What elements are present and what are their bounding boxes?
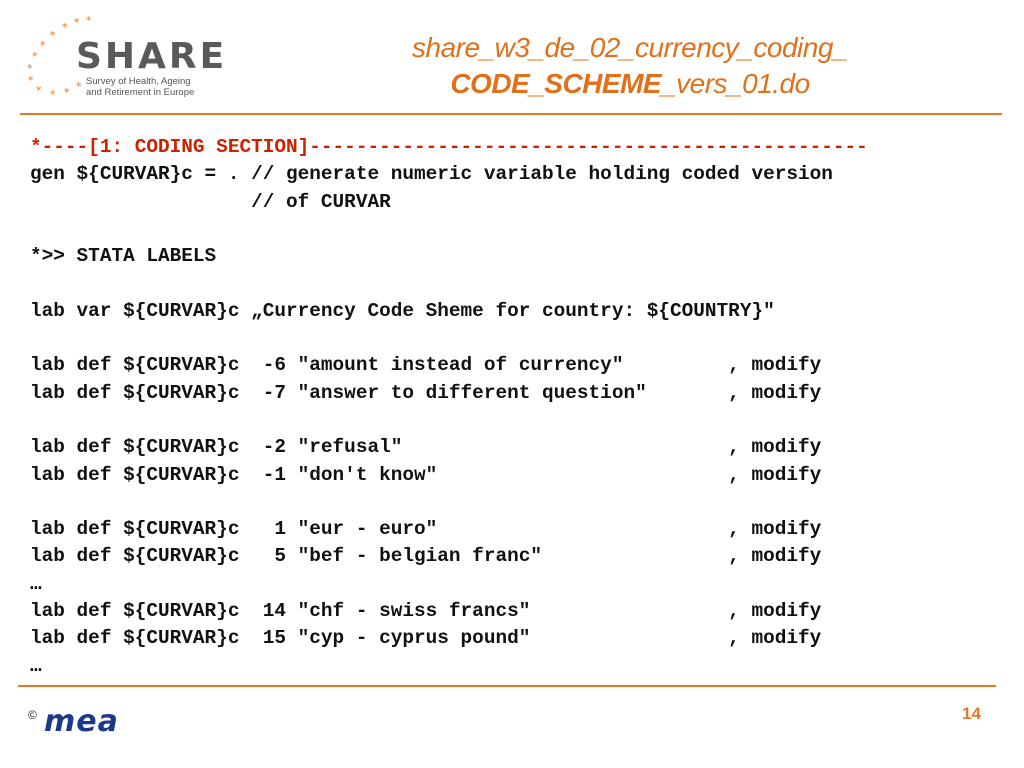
logo-subtitle-line2: and Retirement in Europe: [86, 87, 195, 98]
code-line: lab def ${CURVAR}c -2 "refusal" , modify: [30, 436, 822, 459]
svg-text:*: *: [32, 50, 38, 63]
svg-text:*: *: [50, 29, 56, 42]
svg-text:*: *: [36, 84, 42, 97]
code-line: …: [30, 654, 42, 677]
code-block: [30, 134, 868, 680]
code-line: gen ${CURVAR}c = . // generate numeric variable holding coded version: [30, 163, 833, 186]
code-line: // of CURVAR: [30, 190, 391, 213]
svg-text:*: *: [74, 16, 80, 29]
title-line2-bold: CODE_SCHEME: [450, 68, 662, 99]
svg-text:*: *: [86, 14, 92, 27]
code-line: lab var ${CURVAR}c „Currency Code Sheme for country: ${COUNTRY}": [30, 299, 775, 322]
page-number: 14: [962, 704, 981, 723]
code-line: …: [30, 572, 42, 595]
copyright-symbol: ©: [28, 708, 37, 722]
logo-subtitle-line1: Survey of Health, Ageing: [86, 76, 191, 87]
code-line: lab def ${CURVAR}c -1 "don't know" , modify: [30, 463, 822, 486]
svg-text:*: *: [50, 88, 56, 100]
footer-divider: [18, 685, 996, 687]
code-line: lab def ${CURVAR}c 15 "cyp - cyprus pound" , modify: [30, 627, 822, 650]
svg-text:*: *: [76, 80, 82, 93]
title-line2-rest: _vers_01.do: [661, 68, 810, 99]
svg-text:*: *: [62, 21, 68, 34]
code-line: *>> STATA LABELS: [30, 245, 217, 268]
svg-text:*: *: [64, 86, 70, 99]
code-line: lab def ${CURVAR}c -6 "amount instead of currency" , modify: [30, 354, 822, 377]
slide-title: [330, 30, 930, 102]
code-line: lab def ${CURVAR}c 14 "chf - swiss francs" , modify: [30, 600, 822, 623]
share-logo: [24, 14, 228, 100]
svg-text:*: *: [28, 74, 34, 87]
code-line: lab def ${CURVAR}c -7 "answer to different question" , modify: [30, 381, 822, 404]
code-line: lab def ${CURVAR}c 1 "eur - euro" , modify: [30, 518, 822, 541]
svg-text:*: *: [40, 39, 46, 52]
header-divider: [20, 113, 1002, 115]
code-line: [30, 325, 868, 352]
code-line: [30, 216, 868, 243]
logo-wordmark: SHARE: [76, 36, 228, 77]
code-line: [30, 270, 868, 297]
title-line2: [330, 66, 930, 102]
mea-logo: mea: [44, 704, 119, 739]
code-line: [30, 489, 868, 516]
code-section-header: *----[1: CODING SECTION]------------------------------------------------: [30, 136, 868, 158]
code-line: lab def ${CURVAR}c 5 "bef - belgian franc" , modify: [30, 545, 822, 568]
svg-text:*: *: [27, 62, 33, 75]
code-line: [30, 407, 868, 434]
title-line1: share_w3_de_02_currency_coding_: [412, 32, 848, 63]
